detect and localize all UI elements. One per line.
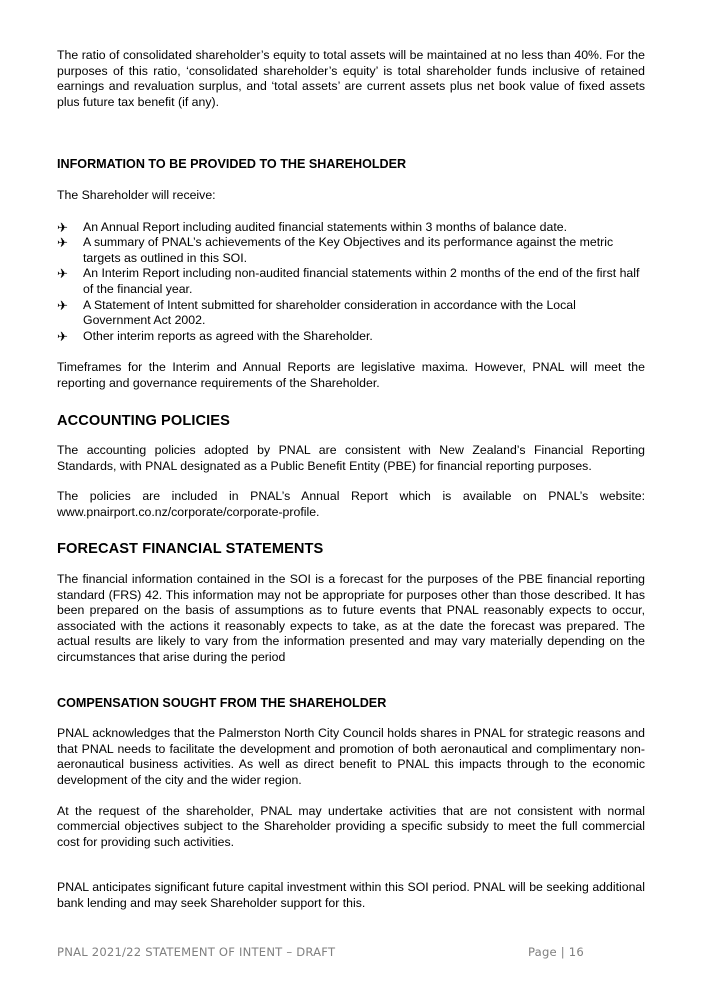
list-item-text: An Annual Report including audited financial statements within 3 months of balance date. (83, 219, 567, 234)
list-item (57, 266, 645, 297)
airplane-icon: ✈ (57, 297, 68, 313)
compensation-paragraph-2: At the request of the shareholder, PNAL may undertake activities that are not consistent with normal commercial objectives subject to the Shareholder providing a specific subsidy to meet the full commercial cost for providing such activities. (57, 803, 645, 849)
accounting-policies-heading: ACCOUNTING POLICIES (57, 412, 230, 429)
accounting-paragraph-2: The policies are included in PNAL’s Annual Report which is available on PNAL’s website: www.pnairport.co.nz/corporate/corporate-profile. (57, 489, 645, 519)
accounting-paragraph-1: The accounting policies adopted by PNAL are consistent with New Zealand’s Financial Reporting Standards, with PNAL designated as a Public Benefit Entity (PBE) for financial reporting purposes. (57, 443, 645, 473)
airplane-icon: ✈ (57, 328, 68, 344)
list-item (57, 220, 645, 236)
airplane-icon: ✈ (57, 266, 68, 282)
list-item (57, 329, 645, 345)
document-page (57, 48, 645, 912)
equity-ratio-paragraph: The ratio of consolidated shareholder’s equity to total assets will be maintained at no less than 40%. For the purposes of this ratio, ‘consolidated shareholder’s equity’ is total shareholder funds inclusive of retained earnings and revaluation surplus, and ‘total assets’ are current assets plus net book value of fixed assets plus future tax benefit (if any). (57, 48, 645, 109)
compensation-paragraph-3: PNAL anticipates significant future capital investment within this SOI period. PNAL will be seeking additional bank lending and may seek Shareholder support for this. (57, 880, 645, 910)
list-item-text: An Interim Report including non-audited financial statements within 2 months of the end of the first half of the financial year. (83, 266, 640, 296)
compensation-paragraph-1: PNAL acknowledges that the Palmerston North City Council holds shares in PNAL for strategic reasons and that PNAL needs to facilitate the development and promotion of both aeronautical and complimentary non-aeronautical business activities. As well as direct benefit to PNAL this impacts through to the economic development of the city and the wider region. (57, 726, 645, 787)
footer-page-number: Page | 16 (528, 945, 584, 959)
airplane-icon: ✈ (57, 235, 68, 251)
list-item-text: Other interim reports as agreed with the Shareholder. (83, 328, 373, 343)
information-intro: The Shareholder will receive: (57, 187, 216, 202)
information-closing-paragraph: Timeframes for the Interim and Annual Reports are legislative maxima. However, PNAL will meet the reporting and governance requirements of the Shareholder. (57, 360, 645, 390)
footer-document-title: PNAL 2021/22 STATEMENT OF INTENT – DRAFT (57, 945, 336, 959)
information-bullet-list (57, 220, 645, 345)
compensation-heading: COMPENSATION SOUGHT FROM THE SHAREHOLDER (57, 695, 387, 710)
airplane-icon: ✈ (57, 219, 68, 235)
forecast-paragraph: The financial information contained in the SOI is a forecast for the purposes of the PBE financial reporting standard (FRS) 42. This information may not be appropriate for purposes other than those described. It has been prepared on the basis of assumptions as to future events that PNAL reasonably expects to occur, associated with the actions it reasonably expects to take, as at the date the forecast was prepared. The actual results are likely to vary from the information presented and may vary materially depending on the circumstances that arise during the period (57, 572, 645, 665)
list-item (57, 298, 645, 329)
list-item (57, 235, 645, 266)
list-item-text: A Statement of Intent submitted for shareholder consideration in accordance with the Local Government Act 2002. (83, 297, 576, 328)
forecast-heading: FORECAST FINANCIAL STATEMENTS (57, 541, 324, 558)
information-heading: INFORMATION TO BE PROVIDED TO THE SHAREHOLDER (57, 157, 407, 172)
list-item-text: A summary of PNAL’s achievements of the Key Objectives and its performance against the metric targets as outlined in this SOI. (83, 235, 614, 265)
